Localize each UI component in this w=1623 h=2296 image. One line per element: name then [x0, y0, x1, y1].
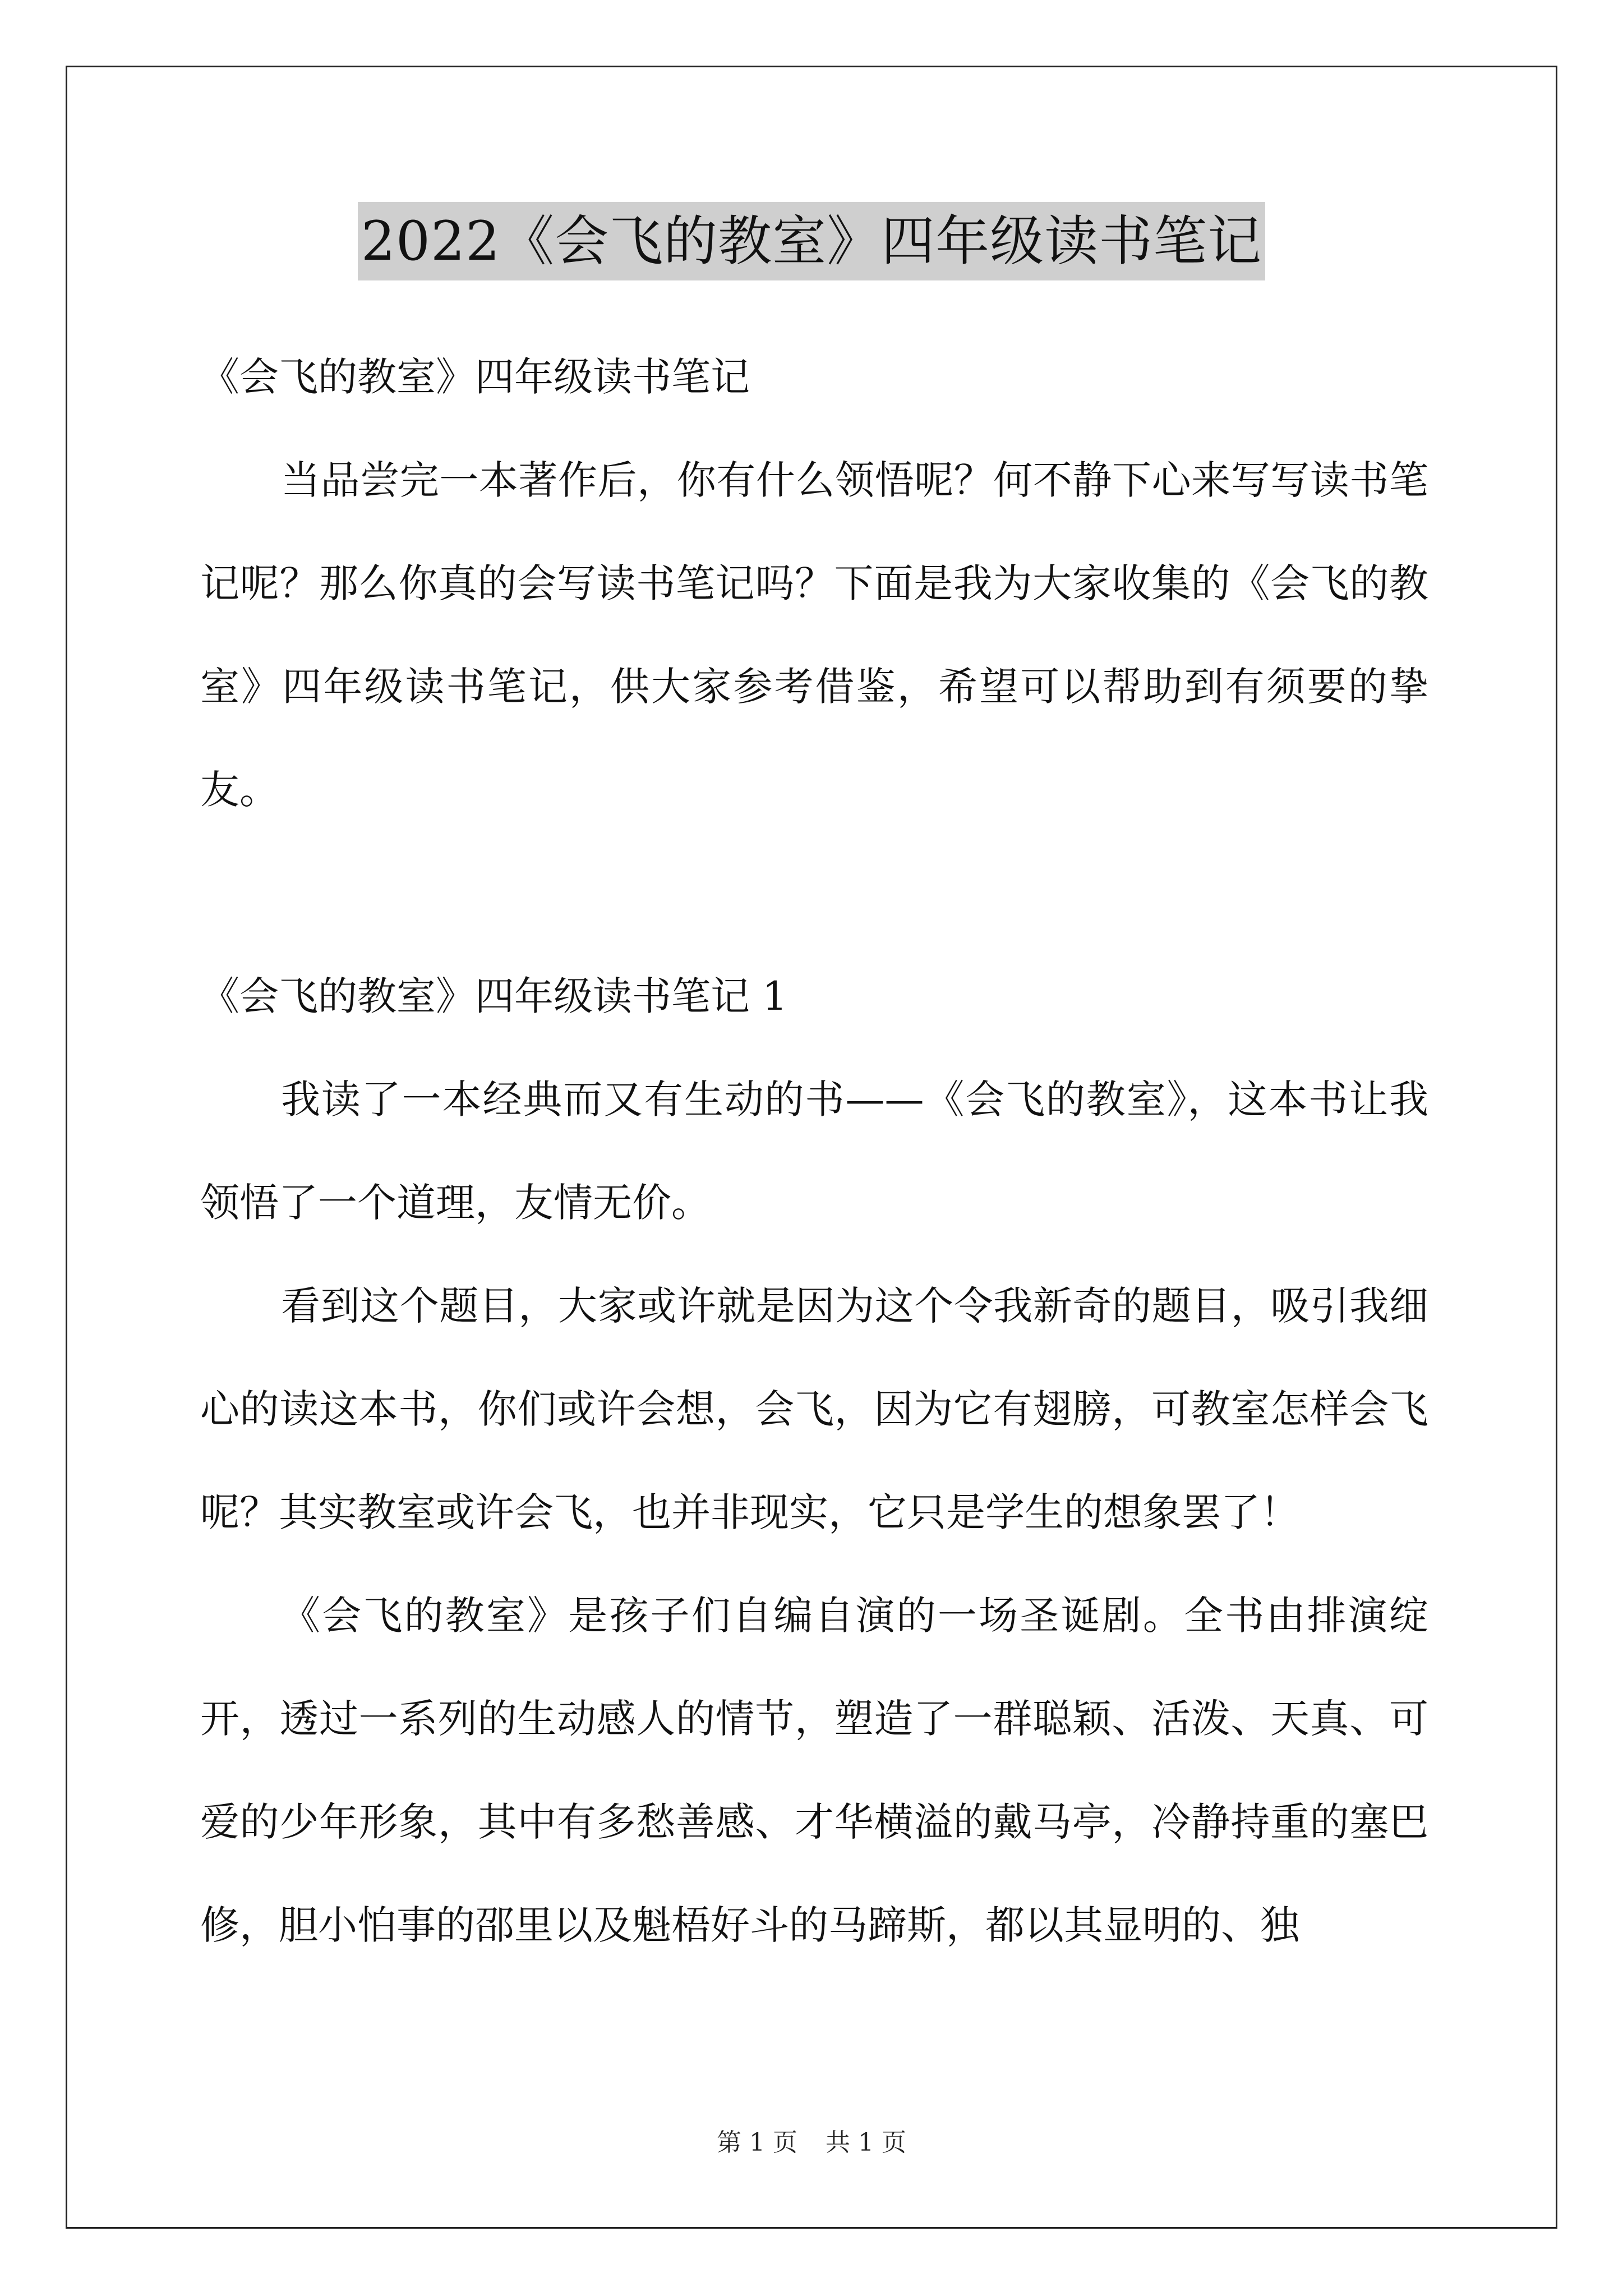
body-paragraph: 《会飞的教室》是孩子们自编自演的一场圣诞剧。全书由排演绽开，透过一系列的生动感人的情节，塑造了一群聪颖、活泼、天真、可爱的少年形象，其中有多愁善感、才华横溢的戴马亭，冷静持重的塞巴修，胆小怕事的邵里以及魁梧好斗的马蹄斯，都以其显明的、独 — [200, 1593, 1428, 1948]
page-footer — [0, 2126, 1623, 2160]
page-number: 第 1 页 — [717, 2128, 797, 2157]
title-area — [0, 202, 1623, 280]
total-pages: 共 1 页 — [826, 2128, 906, 2157]
section-heading: 《会飞的教室》四年级读书笔记 1 — [200, 973, 787, 1019]
section-spacer — [200, 841, 1428, 945]
body-paragraph: 我读了一本经典而又有生动的书——《会飞的教室》，这本书让我领悟了一个道理，友情无价。 — [200, 1076, 1428, 1226]
document-body — [200, 325, 1428, 1977]
body-paragraph: 看到这个题目，大家或许就是因为这个令我新奇的题目，吸引我细心的读这本书，你们或许会想，会飞，因为它有翅膀，可教室怎样会飞呢？其实教室或许会飞，也并非现实，它只是学生的想象罢了！ — [200, 1283, 1428, 1535]
intro-paragraph: 当品尝完一本著作后，你有什么领悟呢？何不静下心来写写读书笔记呢？那么你真的会写读书笔记吗？下面是我为大家收集的《会飞的教室》四年级读书笔记，供大家参考借鉴，希望可以帮助到有须要的挚友。 — [200, 457, 1428, 813]
document-title: 2022《会飞的教室》四年级读书笔记 — [358, 202, 1265, 280]
intro-heading: 《会飞的教室》四年级读书笔记 — [200, 354, 750, 400]
